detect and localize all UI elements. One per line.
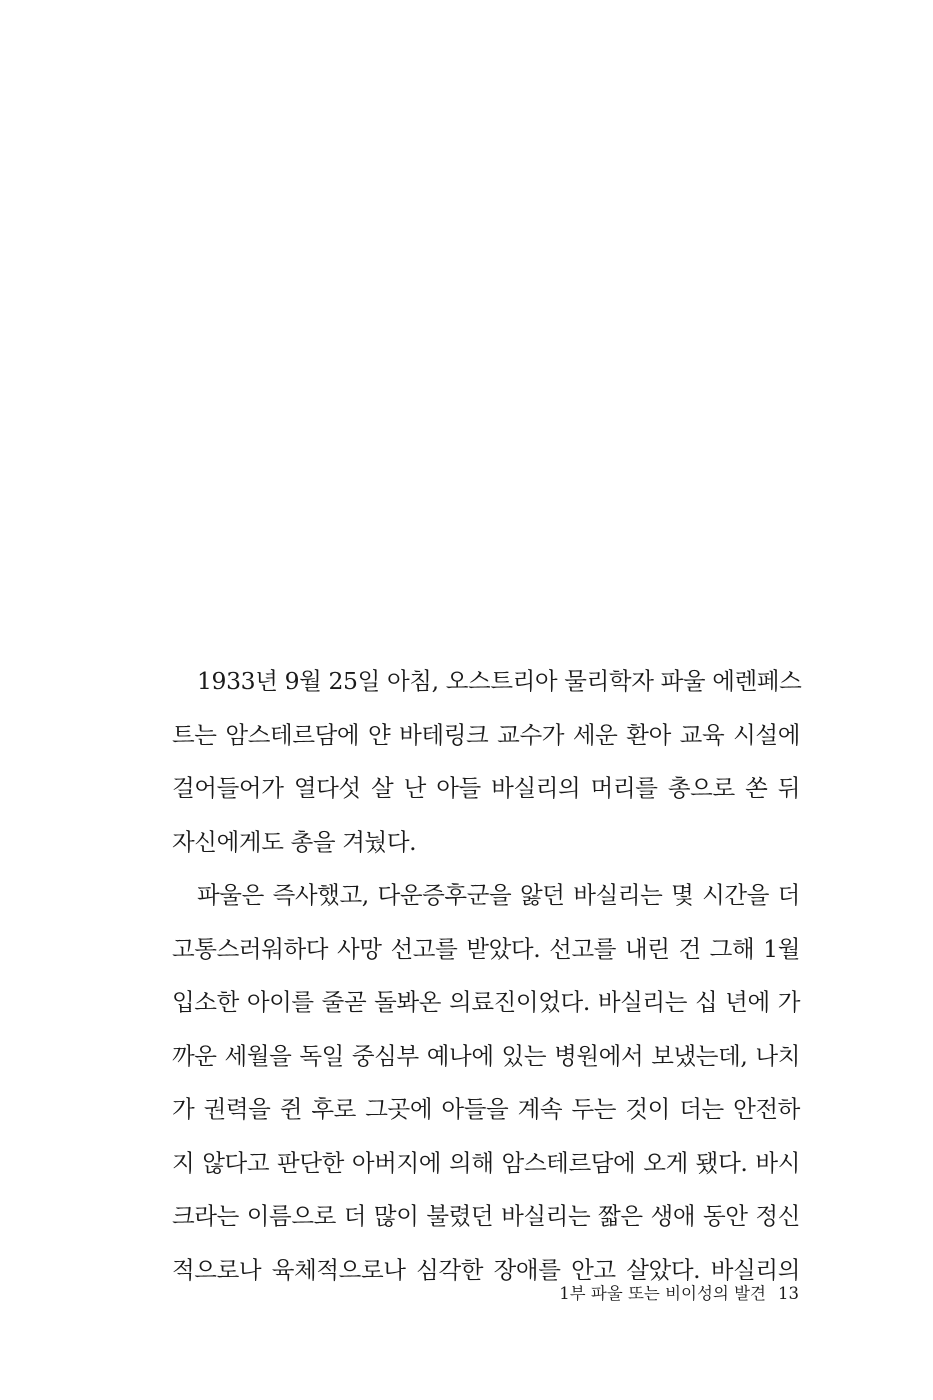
text-line: 자신에게도 총을 겨눴다.	[172, 827, 417, 856]
text-line: 1933년 9월 25일 아침, 오스트리아 물리학자 파울 에렌페스	[197, 667, 802, 695]
running-head: 1부 파울 또는 비이성의 발견	[559, 1284, 766, 1303]
paragraph-2	[172, 869, 800, 1297]
text-line: 까운 세월을 독일 중심부 예나에 있는 병원에서 보냈는데, 나치	[172, 1041, 800, 1070]
text-line: 적으로나 육체적으로나 심각한 장애를 안고 살았다. 바실리의	[172, 1255, 800, 1284]
text-line: 크라는 이름으로 더 많이 불렸던 바실리는 짧은 생애 동안 정신	[172, 1202, 800, 1230]
page-footer	[559, 1280, 799, 1304]
text-line: 고통스러워하다 사망 선고를 받았다. 선고를 내린 건 그해 1월	[172, 934, 800, 963]
text-line: 가 권력을 쥔 후로 그곳에 아들을 계속 두는 것이 더는 안전하	[172, 1095, 800, 1123]
page-number: 13	[778, 1284, 799, 1303]
text-line: 지 않다고 판단한 아버지에 의해 암스테르담에 오게 됐다. 바시	[172, 1148, 800, 1177]
text-line: 걸어들어가 열다섯 살 난 아들 바실리의 머리를 총으로 쏜 뒤	[172, 774, 800, 802]
body-text	[172, 655, 800, 1297]
text-line: 입소한 아이를 줄곧 돌봐온 의료진이었다. 바실리는 십 년에 가	[172, 988, 800, 1016]
paragraph-1	[172, 655, 800, 869]
text-line: 트는 암스테르담에 얀 바테링크 교수가 세운 환아 교육 시설에	[172, 720, 800, 749]
text-line: 파울은 즉사했고, 다운증후군을 앓던 바실리는 몇 시간을 더	[197, 881, 800, 909]
